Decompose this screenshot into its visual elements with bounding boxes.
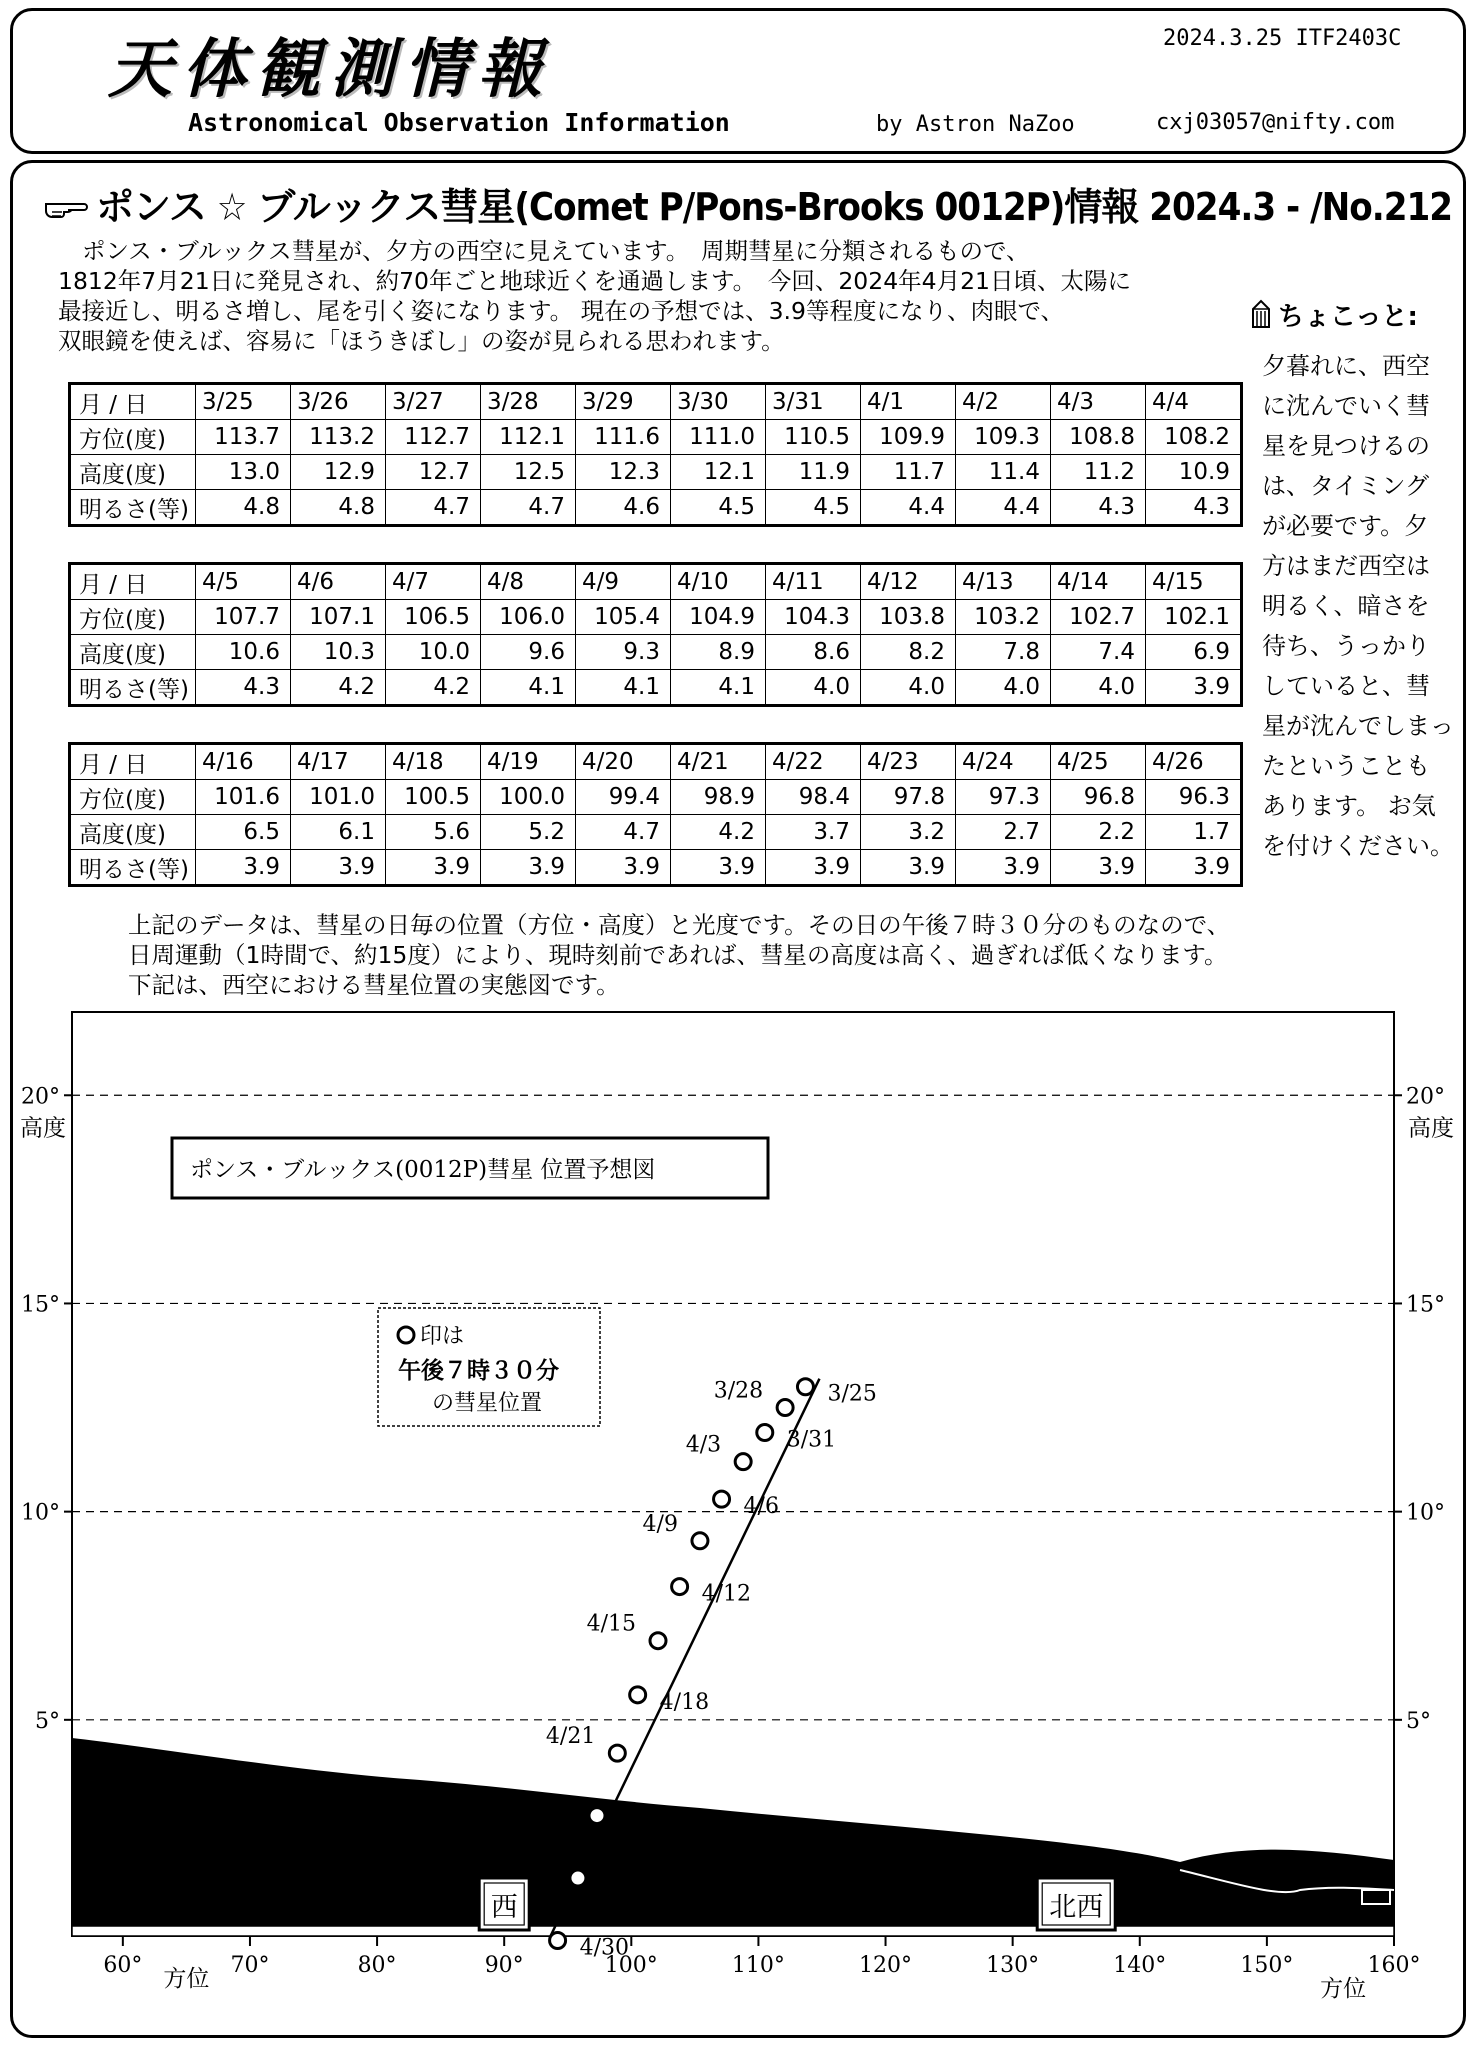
comet-position-marker [650,1633,666,1649]
row-header-date: 月 / 日 [71,745,196,780]
cell-azimuth: 103.8 [861,600,956,635]
comet-position-marker [692,1533,708,1549]
cell-date: 4/14 [1051,565,1146,600]
comet-position-marker [757,1425,773,1441]
table-row-magnitude [71,490,1241,525]
date-label: 4/30 [579,1935,629,1961]
comet-position-marker [735,1454,751,1470]
y-tick-label: 5° [1406,1708,1431,1734]
cell-date: 4/11 [766,565,861,600]
cell-date: 4/26 [1146,745,1241,780]
cell-azimuth: 98.4 [766,780,861,815]
cell-date: 4/22 [766,745,861,780]
y-tick-label: 20° [1406,1084,1445,1110]
cell-altitude: 6.5 [196,815,291,850]
article-title [44,176,1452,231]
cell-altitude: 12.5 [481,455,576,490]
y-tick-label: 20° [21,1084,60,1110]
cell-magnitude: 3.9 [861,850,956,885]
cell-date: 3/25 [196,385,291,420]
ground-strip [72,1926,1394,1936]
newsletter-subtitle: Astronomical Observation Information [188,108,730,137]
note-line: 夕暮れに、西空 [1262,352,1430,380]
cell-altitude: 8.6 [766,635,861,670]
cell-azimuth: 110.5 [766,420,861,455]
direction-label: 北西 [1049,1892,1104,1923]
table-row-altitude [71,815,1241,850]
cell-azimuth: 96.8 [1051,780,1146,815]
author-email[interactable]: cxj03057@nifty.com [1156,110,1395,135]
table-row-date [71,565,1241,600]
row-header-azimuth: 方位(度) [71,780,196,815]
cell-date: 4/9 [576,565,671,600]
table-row-magnitude [71,670,1241,705]
comet-position-marker [714,1491,730,1507]
note-line: あります。 お気 [1262,792,1436,820]
cell-date: 4/20 [576,745,671,780]
table-row-azimuth [71,600,1241,635]
cell-date: 4/6 [291,565,386,600]
cell-altitude: 11.2 [1051,455,1146,490]
cell-date: 4/10 [671,565,766,600]
cell-date: 4/25 [1051,745,1146,780]
cell-azimuth: 111.6 [576,420,671,455]
cell-date: 4/7 [386,565,481,600]
row-header-altitude: 高度(度) [71,635,196,670]
cell-azimuth: 108.8 [1051,420,1146,455]
author-byline: by Astron NaZoo [876,112,1075,137]
cell-altitude: 1.7 [1146,815,1241,850]
cell-magnitude: 4.1 [481,670,576,705]
date-label: 4/18 [659,1689,710,1715]
legend-line: 印は [420,1324,465,1349]
ephemeris-table [70,744,1241,885]
cell-altitude: 3.7 [766,815,861,850]
cell-azimuth: 102.7 [1051,600,1146,635]
cell-magnitude: 4.5 [671,490,766,525]
cell-date: 4/4 [1146,385,1241,420]
newsletter-title: 天体観測情報 [108,32,552,107]
cell-date: 3/30 [671,385,766,420]
cell-azimuth: 100.5 [386,780,481,815]
date-label: 4/21 [545,1724,596,1750]
x-tick-label: 120° [859,1953,913,1978]
cell-altitude: 7.4 [1051,635,1146,670]
cell-azimuth: 104.9 [671,600,766,635]
comet-position-marker [797,1379,813,1395]
table-row-magnitude [71,850,1241,885]
x-tick-label: 60° [103,1953,143,1978]
sidebar-note [1262,346,1462,866]
intro-line: 最接近し、明るさ増し、尾を引く姿になります。 現在の予想では、3.9等程度になり、肉眼で、 [58,297,1064,325]
cell-azimuth: 101.0 [291,780,386,815]
cell-magnitude: 3.9 [766,850,861,885]
y-tick-label: 10° [21,1500,60,1526]
cell-magnitude: 4.1 [576,670,671,705]
y-axis-label: 高度 [1408,1115,1454,1142]
article-title-text: ポンス ☆ ブルックス彗星(Comet P/Pons-Brooks 0012P)情報 2024.3 - /No.212 [96,185,1453,229]
row-header-date: 月 / 日 [71,565,196,600]
x-tick-label: 90° [484,1953,524,1978]
cell-date: 4/21 [671,745,766,780]
cell-magnitude: 4.0 [956,670,1051,705]
row-header-altitude: 高度(度) [71,815,196,850]
note-line: 明るく、暗さを [1262,592,1430,620]
note-line: を付けください。 [1262,832,1454,860]
cell-magnitude: 4.0 [1051,670,1146,705]
cell-altitude: 11.7 [861,455,956,490]
legend-marker [398,1327,414,1343]
cell-date: 3/27 [386,385,481,420]
table-row-azimuth [71,420,1241,455]
note-line: 待ち、うっかり [1262,632,1430,660]
cell-magnitude: 4.4 [861,490,956,525]
cell-magnitude: 3.9 [956,850,1051,885]
note-line: が必要です。夕 [1262,512,1429,540]
cell-altitude: 13.0 [196,455,291,490]
cell-azimuth: 105.4 [576,600,671,635]
cell-magnitude: 4.7 [386,490,481,525]
chart-title: ポンス・ブルックス(0012P)彗星 位置予想図 [190,1157,656,1183]
y-axis-label: 高度 [20,1115,66,1142]
cell-azimuth: 111.0 [671,420,766,455]
row-header-magnitude: 明るさ(等) [71,850,196,885]
cell-date: 4/3 [1051,385,1146,420]
cell-altitude: 10.0 [386,635,481,670]
note-line: 星が沈んでしまっ [1262,712,1454,740]
cell-altitude: 7.8 [956,635,1051,670]
note-line: は、タイミング [1262,472,1430,500]
x-tick-label: 70° [230,1953,270,1978]
cell-magnitude: 4.2 [291,670,386,705]
x-tick-label: 160° [1367,1953,1421,1978]
note-line: たということも [1262,752,1430,780]
cell-altitude: 10.3 [291,635,386,670]
cell-azimuth: 107.7 [196,600,291,635]
date-label: 4/6 [743,1494,779,1520]
explanation-line: 日周運動（1時間で、約15度）により、現時刻前であれば、彗星の高度は高く、過ぎれば低くなります。 [128,941,1228,969]
comet-position-marker [609,1745,625,1761]
cell-magnitude: 3.9 [196,850,291,885]
ephemeris-table [70,564,1241,705]
cell-magnitude: 3.9 [1146,670,1241,705]
cell-altitude: 4.7 [576,815,671,850]
cell-altitude: 11.4 [956,455,1051,490]
cell-azimuth: 98.9 [671,780,766,815]
table-row-date [71,385,1241,420]
issue-number: 2024.3.25 ITF2403C [1163,26,1402,51]
cell-altitude: 9.6 [481,635,576,670]
cell-date: 4/23 [861,745,956,780]
row-header-altitude: 高度(度) [71,455,196,490]
cell-azimuth: 96.3 [1146,780,1241,815]
direction-label: 西 [490,1892,518,1923]
comet-position-marker [777,1400,793,1416]
cell-azimuth: 104.3 [766,600,861,635]
date-label: 4/24 [618,1810,669,1836]
table-row-altitude [71,635,1241,670]
cell-date: 4/5 [196,565,291,600]
cell-azimuth: 106.0 [481,600,576,635]
note-line: に沈んでいく彗 [1262,392,1430,420]
cell-azimuth: 99.4 [576,780,671,815]
cell-date: 3/26 [291,385,386,420]
cell-azimuth: 112.7 [386,420,481,455]
cell-magnitude: 3.9 [1146,850,1241,885]
y-tick-label: 15° [21,1292,60,1318]
cell-magnitude: 4.4 [956,490,1051,525]
cell-altitude: 12.9 [291,455,386,490]
cell-magnitude: 3.9 [1051,850,1146,885]
x-tick-label: 140° [1113,1953,1167,1978]
date-label: 4/15 [586,1611,637,1637]
intro-line: 双眼鏡を使えば、容易に「ほうきぼし」の姿が見られる思われます。 [58,327,785,355]
cell-magnitude: 4.8 [196,490,291,525]
pointing-hand-icon [44,192,88,224]
comet-position-chart [0,1010,1478,2020]
cell-altitude: 12.1 [671,455,766,490]
cell-magnitude: 3.9 [671,850,766,885]
cell-azimuth: 100.0 [481,780,576,815]
cell-date: 4/18 [386,745,481,780]
cell-azimuth: 109.3 [956,420,1051,455]
cell-azimuth: 97.3 [956,780,1051,815]
cell-magnitude: 3.9 [576,850,671,885]
cell-magnitude: 4.3 [1146,490,1241,525]
cell-azimuth: 106.5 [386,600,481,635]
cell-altitude: 3.2 [861,815,956,850]
cell-azimuth: 101.6 [196,780,291,815]
y-tick-label: 15° [1406,1292,1445,1318]
cell-magnitude: 3.9 [481,850,576,885]
legend-line: 午後７時３０分 [398,1358,559,1384]
x-axis-label: 方位 [163,1966,210,1992]
y-tick-label: 5° [35,1708,60,1734]
x-tick-label: 150° [1240,1953,1294,1978]
cell-altitude: 2.7 [956,815,1051,850]
cell-altitude: 6.1 [291,815,386,850]
comet-position-marker [589,1808,605,1824]
explanation-line: 上記のデータは、彗星の日毎の位置（方位・高度）と光度です。その日の午後７時３０分のものなので、 [128,911,1231,939]
x-axis-label: 方位 [1320,1976,1367,2002]
cell-magnitude: 4.5 [766,490,861,525]
legend-line: の彗星位置 [432,1391,543,1416]
cell-azimuth: 97.8 [861,780,956,815]
date-label: 3/25 [827,1381,877,1407]
table-row-azimuth [71,780,1241,815]
cell-azimuth: 108.2 [1146,420,1241,455]
comet-position-marker [550,1932,566,1948]
x-tick-label: 130° [986,1953,1040,1978]
cell-altitude: 5.2 [481,815,576,850]
cell-magnitude: 4.2 [386,670,481,705]
comet-position-marker [630,1687,646,1703]
cell-altitude: 6.9 [1146,635,1241,670]
pencil-icon [1248,299,1274,329]
date-label: 3/28 [713,1378,764,1404]
cell-altitude: 2.2 [1051,815,1146,850]
cell-date: 4/17 [291,745,386,780]
row-header-azimuth: 方位(度) [71,600,196,635]
cell-altitude: 5.6 [386,815,481,850]
row-header-magnitude: 明るさ(等) [71,490,196,525]
sidebar-note-heading-text: ちょこっと: [1278,302,1418,332]
cell-date: 4/15 [1146,565,1241,600]
ephemeris-table [70,384,1241,525]
intro-line: ポンス・ブルックス彗星が、夕方の西空に見えています。 周期彗星に分類されるもので、 [82,237,1030,265]
note-line: 星を見つけるの [1262,432,1430,460]
cell-azimuth: 113.2 [291,420,386,455]
cell-azimuth: 113.7 [196,420,291,455]
cell-date: 4/16 [196,745,291,780]
cell-altitude: 8.9 [671,635,766,670]
x-tick-label: 110° [731,1953,785,1978]
date-label: 4/27 [506,1849,556,1875]
x-tick-label: 100° [604,1953,658,1978]
x-tick-label: 80° [357,1953,397,1978]
cell-date: 4/8 [481,565,576,600]
date-label: 4/9 [642,1511,678,1537]
cell-magnitude: 4.7 [481,490,576,525]
cell-magnitude: 4.0 [861,670,956,705]
cell-azimuth: 109.9 [861,420,956,455]
cell-magnitude: 3.9 [291,850,386,885]
cell-magnitude: 4.8 [291,490,386,525]
cell-azimuth: 112.1 [481,420,576,455]
cell-date: 4/1 [861,385,956,420]
table-row-date [71,745,1241,780]
cell-altitude: 12.3 [576,455,671,490]
cell-magnitude: 4.1 [671,670,766,705]
table-row-altitude [71,455,1241,490]
intro-line: 1812年7月21日に発見され、約70年ごと地球近くを通過します。 今回、2024年4月21日頃、太陽に [58,267,1132,295]
row-header-magnitude: 明るさ(等) [71,670,196,705]
cell-date: 4/19 [481,745,576,780]
cell-altitude: 8.2 [861,635,956,670]
cell-date: 4/2 [956,385,1051,420]
note-line: していると、彗 [1262,672,1430,700]
sidebar-note-heading [1248,296,1418,333]
cell-magnitude: 3.9 [386,850,481,885]
cell-date: 4/12 [861,565,956,600]
y-tick-label: 10° [1406,1500,1445,1526]
note-line: 方はまだ西空は [1262,552,1430,580]
row-header-date: 月 / 日 [71,385,196,420]
comet-position-marker [672,1579,688,1595]
date-label: 3/31 [786,1427,837,1453]
cell-altitude: 12.7 [386,455,481,490]
cell-altitude: 10.9 [1146,455,1241,490]
cell-azimuth: 107.1 [291,600,386,635]
cell-magnitude: 4.0 [766,670,861,705]
date-label: 4/12 [701,1581,752,1607]
cell-magnitude: 4.3 [1051,490,1146,525]
cell-date: 3/29 [576,385,671,420]
explanation-line: 下記は、西空における彗星位置の実態図です。 [128,971,620,999]
cell-azimuth: 102.1 [1146,600,1241,635]
comet-position-marker [570,1870,586,1886]
cell-magnitude: 4.3 [196,670,291,705]
cell-altitude: 9.3 [576,635,671,670]
row-header-azimuth: 方位(度) [71,420,196,455]
cell-date: 3/28 [481,385,576,420]
date-label: 4/3 [685,1432,722,1458]
cell-altitude: 4.2 [671,815,766,850]
cell-date: 3/31 [766,385,861,420]
cell-date: 4/24 [956,745,1051,780]
cell-altitude: 11.9 [766,455,861,490]
cell-magnitude: 4.6 [576,490,671,525]
cell-azimuth: 103.2 [956,600,1051,635]
cell-altitude: 10.6 [196,635,291,670]
cell-date: 4/13 [956,565,1051,600]
